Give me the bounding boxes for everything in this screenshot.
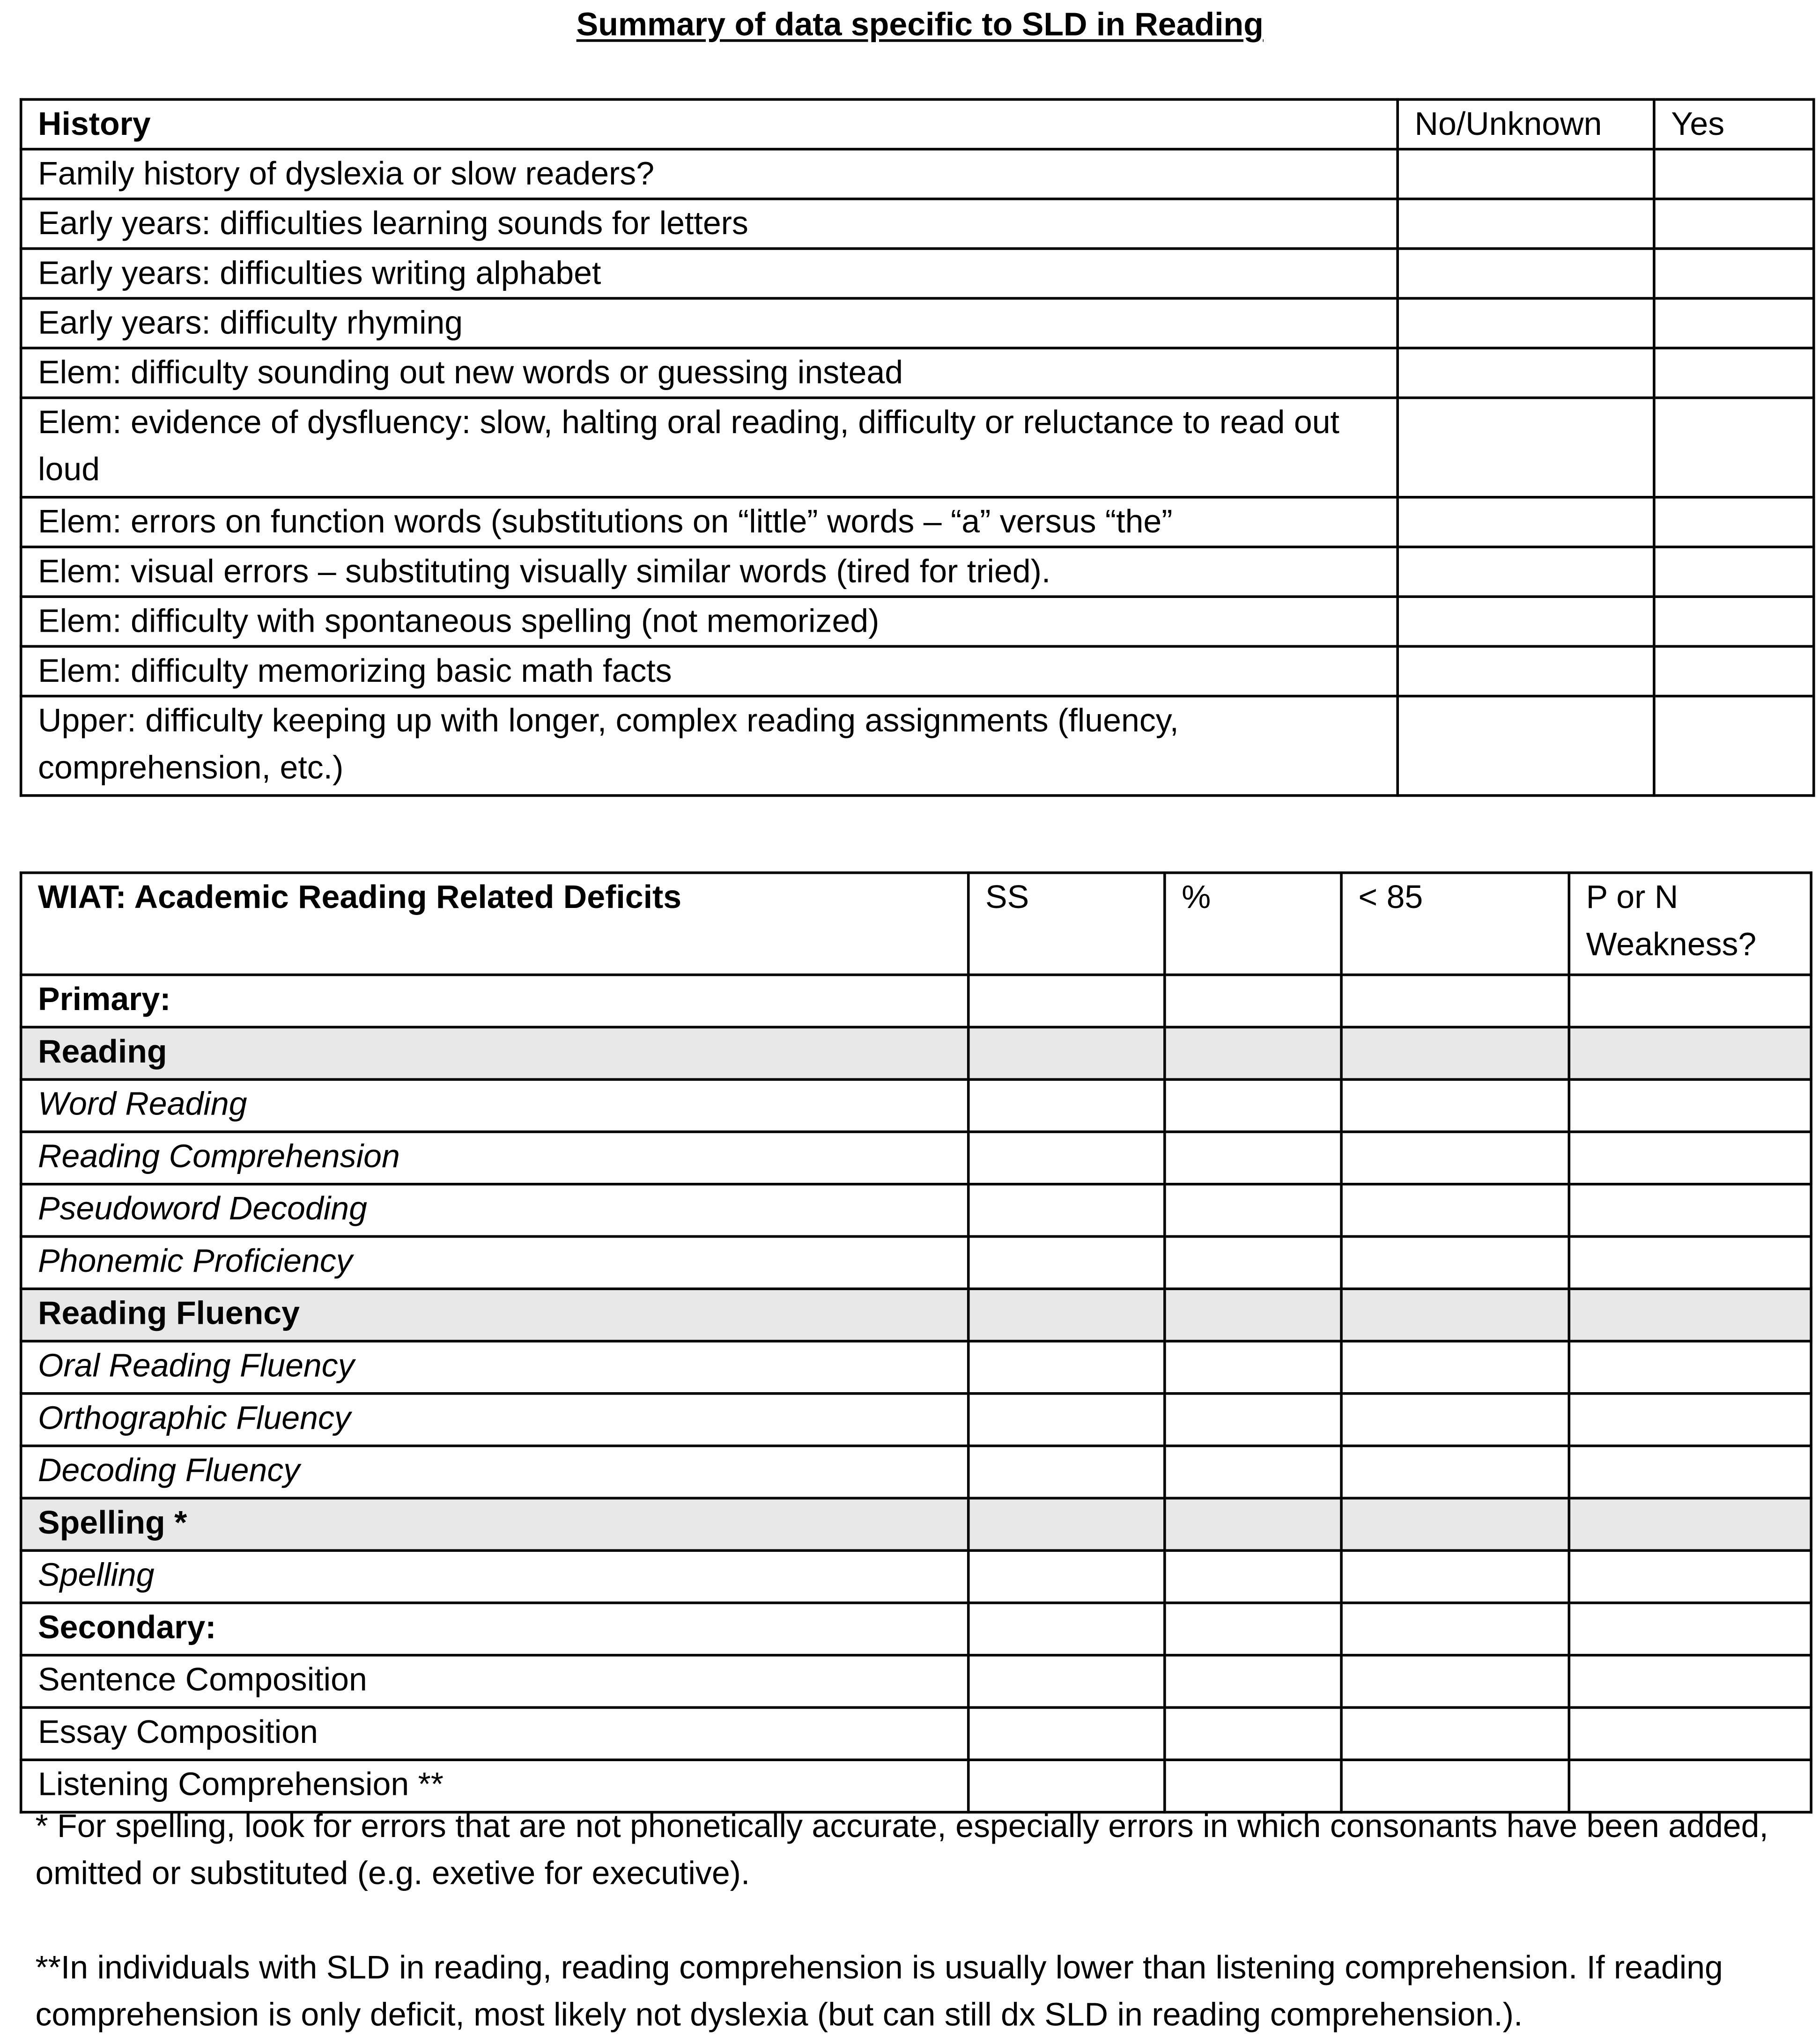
percent-header: % <box>1165 873 1341 975</box>
ss-header: SS <box>969 873 1165 975</box>
secondary-label: Secondary: <box>21 1603 969 1655</box>
wiat-row <box>21 1079 1811 1132</box>
history-row <box>21 199 1814 249</box>
no-unknown-header: No/Unknown <box>1398 99 1654 149</box>
percent-cell[interactable] <box>1165 1184 1341 1237</box>
yes-cell[interactable] <box>1654 348 1814 398</box>
yes-cell[interactable] <box>1654 646 1814 696</box>
history-item: Early years: difficulties learning sounds for letters <box>21 199 1398 249</box>
primary-label: Primary: <box>21 975 969 1027</box>
weakness-header: P or N Weakness? <box>1569 873 1811 975</box>
yes-cell[interactable] <box>1654 547 1814 597</box>
ss-cell[interactable] <box>969 975 1165 1027</box>
wiat-row <box>21 1237 1811 1289</box>
spelling-section-label: Spelling * <box>21 1498 969 1550</box>
weakness-cell[interactable] <box>1569 1027 1811 1079</box>
wiat-table <box>20 871 1812 1814</box>
subtest-label: Word Reading <box>21 1079 969 1132</box>
below-85-cell[interactable] <box>1341 1603 1569 1655</box>
history-row <box>21 398 1814 497</box>
listening-footnote: **In individuals with SLD in reading, reading comprehension is usually lower than listening comprehension. If reading comprehension is only deficit, most likely not dyslexia (but can still dx SLD in reading comprehension.). <box>35 1949 1723 2034</box>
history-row <box>21 597 1814 646</box>
subtest-label: Oral Reading Fluency <box>21 1341 969 1394</box>
ss-cell[interactable] <box>969 1603 1165 1655</box>
ss-cell[interactable] <box>969 1707 1165 1760</box>
history-row <box>21 497 1814 547</box>
history-item: Early years: difficulty rhyming <box>21 298 1398 348</box>
history-row <box>21 149 1814 199</box>
percent-cell[interactable] <box>1165 1550 1341 1603</box>
no-unknown-cell[interactable] <box>1398 597 1654 646</box>
subtest-label: Decoding Fluency <box>21 1446 969 1498</box>
no-unknown-cell[interactable] <box>1398 398 1654 497</box>
wiat-section-row <box>21 1498 1811 1550</box>
ss-cell[interactable] <box>969 1341 1165 1394</box>
reading-fluency-section-label: Reading Fluency <box>21 1289 969 1341</box>
weakness-cell[interactable] <box>1569 1289 1811 1341</box>
below-85-header: < 85 <box>1341 873 1569 975</box>
yes-header: Yes <box>1654 99 1814 149</box>
below-85-cell[interactable] <box>1341 1707 1569 1760</box>
history-row <box>21 249 1814 298</box>
no-unknown-cell[interactable] <box>1398 249 1654 298</box>
history-item: Elem: evidence of dysfluency: slow, halting oral reading, difficulty or reluctance to read out loud <box>21 398 1398 497</box>
yes-cell[interactable] <box>1654 149 1814 199</box>
below-85-cell[interactable] <box>1341 1394 1569 1446</box>
history-item: Elem: difficulty sounding out new words or guessing instead <box>21 348 1398 398</box>
history-item: Elem: errors on function words (substitutions on “little” words – “a” versus “the” <box>21 497 1398 547</box>
ss-cell[interactable] <box>969 1184 1165 1237</box>
ss-cell[interactable] <box>969 1027 1165 1079</box>
no-unknown-cell[interactable] <box>1398 547 1654 597</box>
percent-cell[interactable] <box>1165 1655 1341 1708</box>
ss-cell[interactable] <box>969 1394 1165 1446</box>
no-unknown-cell[interactable] <box>1398 696 1654 796</box>
wiat-section-row <box>21 1289 1811 1341</box>
below-85-cell[interactable] <box>1341 1079 1569 1132</box>
history-item: Family history of dyslexia or slow readers? <box>21 149 1398 199</box>
subtest-label: Essay Composition <box>21 1707 969 1760</box>
below-85-cell[interactable] <box>1341 1550 1569 1603</box>
below-85-cell[interactable] <box>1341 1237 1569 1289</box>
ss-cell[interactable] <box>969 1550 1165 1603</box>
wiat-row <box>21 1184 1811 1237</box>
subtest-label: Pseudoword Decoding <box>21 1184 969 1237</box>
yes-cell[interactable] <box>1654 597 1814 646</box>
wiat-section-row <box>21 1027 1811 1079</box>
percent-cell[interactable] <box>1165 1027 1341 1079</box>
below-85-cell[interactable] <box>1341 1498 1569 1550</box>
ss-cell[interactable] <box>969 1079 1165 1132</box>
wiat-row <box>21 1394 1811 1446</box>
wiat-row <box>21 1655 1811 1708</box>
wiat-row <box>21 1341 1811 1394</box>
page-title: Summary of data specific to SLD in Reading <box>576 6 1264 44</box>
subtest-label: Orthographic Fluency <box>21 1394 969 1446</box>
ss-cell[interactable] <box>969 1132 1165 1184</box>
percent-cell[interactable] <box>1165 1341 1341 1394</box>
history-header: History <box>21 99 1398 149</box>
below-85-cell[interactable] <box>1341 1341 1569 1394</box>
below-85-cell[interactable] <box>1341 1132 1569 1184</box>
weakness-cell[interactable] <box>1569 1707 1811 1760</box>
no-unknown-cell[interactable] <box>1398 199 1654 249</box>
ss-cell[interactable] <box>969 1498 1165 1550</box>
ss-cell[interactable] <box>969 1446 1165 1498</box>
history-row <box>21 298 1814 348</box>
history-table <box>20 98 1815 797</box>
percent-cell[interactable] <box>1165 1079 1341 1132</box>
weakness-cell[interactable] <box>1569 1550 1811 1603</box>
percent-cell[interactable] <box>1165 1237 1341 1289</box>
wiat-header: WIAT: Academic Reading Related Deficits <box>21 873 969 975</box>
weakness-cell[interactable] <box>1569 1446 1811 1498</box>
weakness-cell[interactable] <box>1569 1603 1811 1655</box>
below-85-cell[interactable] <box>1341 1184 1569 1237</box>
weakness-cell[interactable] <box>1569 1394 1811 1446</box>
wiat-row <box>21 1132 1811 1184</box>
history-item: Elem: visual errors – substituting visually similar words (tired for tried). <box>21 547 1398 597</box>
percent-cell[interactable] <box>1165 1289 1341 1341</box>
history-row <box>21 348 1814 398</box>
subtest-label: Phonemic Proficiency <box>21 1237 969 1289</box>
subtest-label: Spelling <box>21 1550 969 1603</box>
below-85-cell[interactable] <box>1341 1655 1569 1708</box>
wiat-header-row <box>21 873 1811 975</box>
weakness-cell[interactable] <box>1569 1498 1811 1550</box>
percent-cell[interactable] <box>1165 1446 1341 1498</box>
weakness-cell[interactable] <box>1569 1655 1811 1708</box>
percent-cell[interactable] <box>1165 1498 1341 1550</box>
percent-cell[interactable] <box>1165 1603 1341 1655</box>
history-row <box>21 646 1814 696</box>
percent-cell[interactable] <box>1165 975 1341 1027</box>
subtest-label: Listening Comprehension ** <box>21 1760 969 1812</box>
below-85-cell[interactable] <box>1341 1446 1569 1498</box>
history-row <box>21 696 1814 796</box>
yes-cell[interactable] <box>1654 696 1814 796</box>
no-unknown-cell[interactable] <box>1398 298 1654 348</box>
wiat-row <box>21 1550 1811 1603</box>
history-row <box>21 547 1814 597</box>
ss-cell[interactable] <box>969 1237 1165 1289</box>
subtest-label: Sentence Composition <box>21 1655 969 1708</box>
percent-cell[interactable] <box>1165 1707 1341 1760</box>
no-unknown-cell[interactable] <box>1398 497 1654 547</box>
percent-cell[interactable] <box>1165 1132 1341 1184</box>
below-85-cell[interactable] <box>1341 1289 1569 1341</box>
weakness-cell[interactable] <box>1569 1237 1811 1289</box>
weakness-cell[interactable] <box>1569 1079 1811 1132</box>
weakness-cell[interactable] <box>1569 1184 1811 1237</box>
history-item: Upper: difficulty keeping up with longer, complex reading assignments (fluency, comprehension, etc.) <box>21 696 1398 796</box>
weakness-cell[interactable] <box>1569 1132 1811 1184</box>
footnotes <box>35 1803 1815 2038</box>
yes-cell[interactable] <box>1654 398 1814 497</box>
ss-cell[interactable] <box>969 1289 1165 1341</box>
history-header-row <box>21 99 1814 149</box>
history-item: Elem: difficulty with spontaneous spelling (not memorized) <box>21 597 1398 646</box>
history-item: Early years: difficulties writing alphabet <box>21 249 1398 298</box>
no-unknown-cell[interactable] <box>1398 348 1654 398</box>
spelling-footnote: * For spelling, look for errors that are not phonetically accurate, especially errors in which consonants have been added, omitted or substituted (e.g. exetive for executive). <box>35 1808 1768 1892</box>
subtest-label: Reading Comprehension <box>21 1132 969 1184</box>
percent-cell[interactable] <box>1165 1394 1341 1446</box>
reading-section-label: Reading <box>21 1027 969 1079</box>
wiat-row <box>21 1707 1811 1760</box>
no-unknown-cell[interactable] <box>1398 646 1654 696</box>
below-85-cell[interactable] <box>1341 975 1569 1027</box>
history-item: Elem: difficulty memorizing basic math facts <box>21 646 1398 696</box>
wiat-row <box>21 1446 1811 1498</box>
ss-cell[interactable] <box>969 1655 1165 1708</box>
wiat-row <box>21 1603 1811 1655</box>
yes-cell[interactable] <box>1654 199 1814 249</box>
yes-cell[interactable] <box>1654 298 1814 348</box>
yes-cell[interactable] <box>1654 249 1814 298</box>
yes-cell[interactable] <box>1654 497 1814 547</box>
weakness-cell[interactable] <box>1569 975 1811 1027</box>
wiat-row <box>21 975 1811 1027</box>
weakness-cell[interactable] <box>1569 1341 1811 1394</box>
below-85-cell[interactable] <box>1341 1027 1569 1079</box>
no-unknown-cell[interactable] <box>1398 149 1654 199</box>
